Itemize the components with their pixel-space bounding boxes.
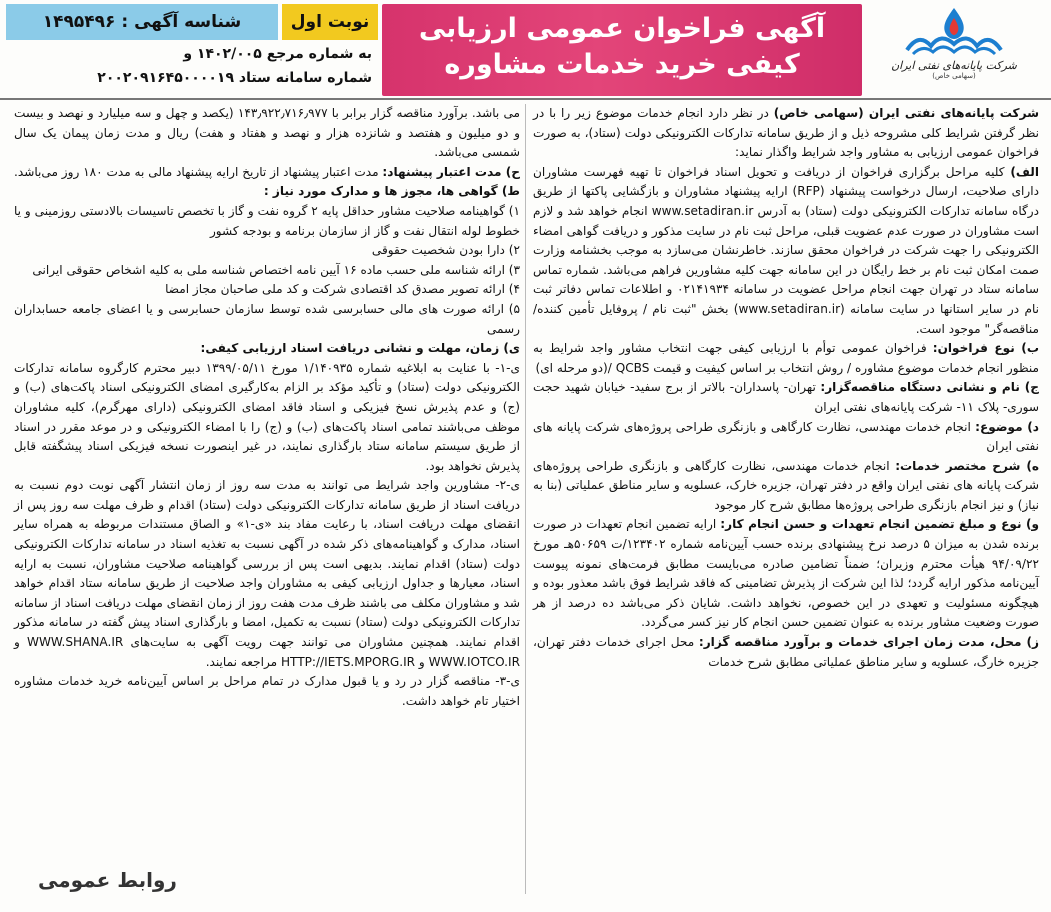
setad-number: شماره سامانه ستاد ۲۰۰۲۰۹۱۶۴۵۰۰۰۰۱۹ [97, 70, 372, 86]
paragraph-heading: د) موضوع: [975, 419, 1039, 434]
paragraph-text: ۳) ارائه شناسه ملی حسب ماده ۱۶ آیین نامه اختصاص شناسه ملی به کلیه اشخاص حقوقی ایرانی [32, 262, 520, 277]
paragraph-heading: ج) نام و نشانی دستگاه مناقصه‌گزار: [820, 380, 1039, 395]
paragraph [533, 418, 1039, 457]
paragraph-heading: ب) نوع فراخوان: [932, 341, 1039, 356]
paragraph-heading: الف) [1010, 164, 1039, 179]
ad-header [0, 0, 1051, 100]
paragraph [533, 457, 1039, 516]
paragraph-heading: ز) محل، مدت زمان اجرای خدمات و برآورد مناقصه گزار: [698, 635, 1039, 650]
reference-number: به شماره مرجع ۱۴۰۲/۰۰۵ و [183, 46, 372, 62]
paragraph [14, 300, 520, 339]
paragraph-text: انجام خدمات مهندسی، نظارت کارگاهی و بازنگری طراحی پروژه‌های شرکت پایانه های نفتی ایران واقع در دفتر تهران، جزیره خارک، عسلویه و سایر مناطق عملیاتی (بنا به نیاز) و نیز انجام بازنگری طراحی پروژه‌ها مطابق شرح کار موجود [533, 458, 1039, 512]
paragraph-heading: شرکت پایانه‌های نفتی ایران (سهامی خاص) [773, 106, 1039, 120]
paragraph-heading: و) نوع و مبلغ تضمین انجام تعهدات و حسن انجام کار: [720, 517, 1040, 532]
oil-terminals-logo-icon [899, 6, 1009, 58]
paragraph [14, 241, 520, 261]
paragraph-text: مدت اعتبار پیشنهاد از تاریخ ارایه پیشنهاد مالی به مدت ۱۸۰ روز می‌باشد. [14, 164, 383, 179]
paragraph-text: تهران- پاسداران- بالاتر از برج سفید- خیابان شهید حجت سوری- پلاک ۱۱- شرکت پایانه‌های نفتی ایران [533, 380, 1039, 414]
paragraph-text: کلیه مراحل برگزاری فراخوان از دریافت و تحویل اسناد فراخوان تا تهیه فهرست مشاوران دارای صلاحیت، ارسال درخواست پیشنهاد (RFP) ارایه پیشنهاد مشاوران و بازگشایی پاکتها از طریق درگاه سامانه تدارکات الکترونیکی دولت (ستاد) به آدرس www.setadiran.ir انجام خواهد شد و لازم است مشاوران در صورت عدم عضویت قبلی، مراحل ثبت نام در سایت مذکور و دریافت گواهی امضاء الکترونیکی را جهت شرکت در فراخوان محقق سازند. خاطرنشان می‌سازد به موجب بخشنامه وزارت صمت امکان ثبت نام بر خط رایگان در این سامانه جهت کلیه مشاورین فراهم می‌باشد. شماره تماس سامانه ستاد در تهران جهت انجام مراحل عضویت در سامانه ۰۲۱۴۱۹۳۴ و اطلاعات تماس دفاتر ثبت نام در سایر استانها در سایت سامانه (www.setadiran.ir) بخش "ثبت نام / پروفایل تأمین کننده/مناقصه‌گر" موجود است. [533, 164, 1040, 336]
paragraph-text: ۴) ارائه تصویر مصدق کد اقتصادی شرکت و کد ملی صاحبان مجاز امضا [165, 282, 520, 297]
reference-box [6, 4, 378, 96]
logo-text: شرکت پایانه‌های نفتی ایران [891, 59, 1017, 72]
right-text-column [533, 104, 1039, 672]
ad-title-line2: کیفی خرید خدمات مشاوره [444, 49, 800, 80]
paragraph [533, 515, 1039, 633]
paragraph-text: فراخوان عمومی توأم با ارزیابی کیفی جهت انتخاب مشاور واجد شرایط به منظور انجام خدمات موضوع مشاوره / روش انتخاب بر اساس کیفیت و قیمت QCBS /(دو مرحله ای) [533, 341, 1039, 375]
paragraph-text: ارایه تضمین انجام تعهدات در صورت برنده شدن به میزان ۵ درصد نرخ پیشنهادی برنده حسب آیین‌نامه شماره ۱۲۳۴۰۲/ت ۵۰۶۵۹هـ مورخ ۹۴/۰۹/۲۲ هیأت محترم وزیران؛ ضمناً تضامین صادره می‌بایست مطابق فرمت‌های نمونه پیوست آیین‌نامه مذکور ارایه گردد؛ لذا این شرکت از پذیرش تضامینی که فاقد شرایط فوق باشد معذور بوده و هیچگونه مسئولیت و تعهدی در این خصوص، نخواهد داشت. شایان ذکر می‌باشد ده درصد از هر صورت وضعیت مشاور برنده به عنوان تضمین حسن انجام کار نیز کسر می‌گردد. [533, 517, 1039, 630]
paragraph [14, 182, 520, 202]
left-text-column [14, 104, 520, 711]
paragraph-text: در نظر دارد انجام خدمات موضوع زیر را با در نظر گرفتن شرایط کلی مشروحه ذیل و از طریق سامانه تدارکات الکترونیکی دولت (ستاد)، به صورت فراخوان عمومی ارزیابی به مشاور واجد شرایط واگذار نماید: [533, 106, 1039, 160]
paragraph-text: ی-۲- مشاورین واجد شرایط می توانند به مدت سه روز از زمان انتشار آگهی نوبت دوم نسبت به دریافت اسناد از طریق سامانه تدارکات الکترونیکی دولت (ستاد) اقدام و ظرف مهلت سه روز پس از انقضای مهلت دریافت اسناد، با رعایت مفاد بند «ی-۱» و الصاق مستندات مربوطه به همراه سایر اسناد، مدارک و گواهینامه‌های ذکر شده در آگهی نسبت به تغذیه اسناد در سامانه تدارکات الکترونیکی دولت (ستاد) اقدام نمایند. بدیهی است پس از بررسی گواهینامه صلاحیت مشاوران، نسبت به ارایه اسناد، معیارها و جداول ارزیابی کیفی به مشاوران واجد صلاحیت از طریق سامانه ستاد اقدام خواهد شد و مشاوران مکلف می باشند ظرف مدت هفت روز از زمان انقضای مهلت دریافت اسناد از سامانه تدارکات الکترونیکی دولت (ستاد) نسبت به تکمیل، امضا و بارگذاری اسناد پیش گفته در سامانه مذکور اقدام نمایند. همچنین مشاوران می توانند جهت رویت آگهی به سایت‌های WWW.SHANA.IR و WWW.IOTCO.IR و HTTP://IETS.MPORG.IR مراجعه نمایند. [14, 478, 520, 669]
paragraph [14, 280, 520, 300]
paragraph [14, 359, 520, 477]
paragraph [533, 633, 1039, 672]
paragraph-text: محل اجرای خدمات دفتر تهران، جزیره خارگ، عسلویه و سایر مناطق عملیاتی مطابق شرح خدمات [533, 635, 1039, 669]
paragraph-text: ۱) گواهینامه صلاحیت مشاور حداقل پایه ۲ گروه نفت و گاز با تخصص تاسیسات بالادستی روزمینی و یا خطوط لوله انتقال نفت و گاز از سازمان برنامه و بودجه کشور [14, 203, 520, 238]
logo-subtext: (سهامی خاص) [932, 72, 976, 80]
paragraph [14, 202, 520, 241]
paragraph [533, 339, 1039, 378]
paragraph [533, 163, 1039, 339]
paragraph [533, 104, 1039, 163]
paragraph-text: ی-۱- با عنایت به ابلاغیه شماره ۱/۱۴۰۹۳۵ مورخ ۱۳۹۹/۰۵/۱۱ دبیر محترم کارگروه سامانه تدارکات الکترونیکی دولت (ستاد) و تأکید مؤکد بر الزام به‌کارگیری امضای الکترونیکی اسناد پاکت‌های (ب) و (ج) و عدم پذیرش نسخ فیزیکی و اسناد فاقد امضای الکترونیکی (دارای مهرگرم)، کلیه مشاوران موظف می‌باشند تمامی اسناد پاکت‌های (ب) و (ج) را با امضاء الکترونیکی و در موعد مقرر در اسناد از طریق سیستم سامانه ستاد بارگذاری نمایند، در غیر اینصورت نسخه فیزیکی اسناد پیشگفته قابل پذیرش نخواهد بود. [14, 360, 521, 473]
paragraph-text: می باشد. برآورد مناقصه گزار برابر با ۱۴۳٫۹۲۲٫۷۱۶٫۹۷۷ (یکصد و چهل و سه میلیارد و نهصد و بیست و دو میلیون و هفتصد و شانزده هزار و نهصد و هفتاد و هفت) ریال و مدت زمان پیمان یک سال شمسی می‌باشد. [14, 106, 520, 160]
paragraph-text: ی-۳- مناقصه گزار در رد و یا قبول مدارک در تمام مراحل بر اساس آیین‌نامه خرید خدمات مشاوره اختیار تام خواهد داشت. [14, 674, 520, 708]
column-divider [525, 104, 526, 894]
paragraph-heading: ط) گواهی ها، مجوز ها و مدارک مورد نیاز : [263, 184, 520, 199]
paragraph [14, 476, 520, 672]
reference-top-row [6, 4, 378, 40]
public-relations-signature: روابط عمومی [38, 868, 177, 892]
paragraph-heading: ه) شرح مختصر خدمات: [895, 458, 1039, 473]
ad-title-band [382, 4, 862, 96]
paragraph [533, 378, 1039, 417]
paragraph [14, 339, 520, 359]
company-logo [869, 6, 1039, 94]
paragraph [14, 261, 520, 281]
ad-title-line1: آگهی فراخوان عمومی ارزیابی [418, 13, 826, 44]
paragraph [14, 104, 520, 163]
paragraph [14, 672, 520, 711]
paragraph-heading: ح) مدت اعتبار پیشنهاد: [382, 164, 520, 179]
paragraph-text: انجام خدمات مهندسی، نظارت کارگاهی و بازنگری طراحی پروژه‌های شرکت پایانه های نفتی ایران [533, 419, 1039, 454]
round-badge: نوبت اول [282, 4, 378, 40]
paragraph [14, 163, 520, 183]
ad-id-badge: شناسه آگهی : ۱۴۹۵۴۹۶ [6, 4, 278, 40]
paragraph-text: ۵) ارائه صورت های مالی حسابرسی شده توسط سازمان حسابرسی و یا اعضای جامعه حسابداران رسمی [14, 301, 520, 336]
paragraph-heading: ی) زمان، مهلت و نشانی دریافت اسناد ارزیابی کیفی: [200, 341, 520, 356]
paragraph-text: ۲) دارا بودن شخصیت حقوقی [371, 243, 520, 258]
